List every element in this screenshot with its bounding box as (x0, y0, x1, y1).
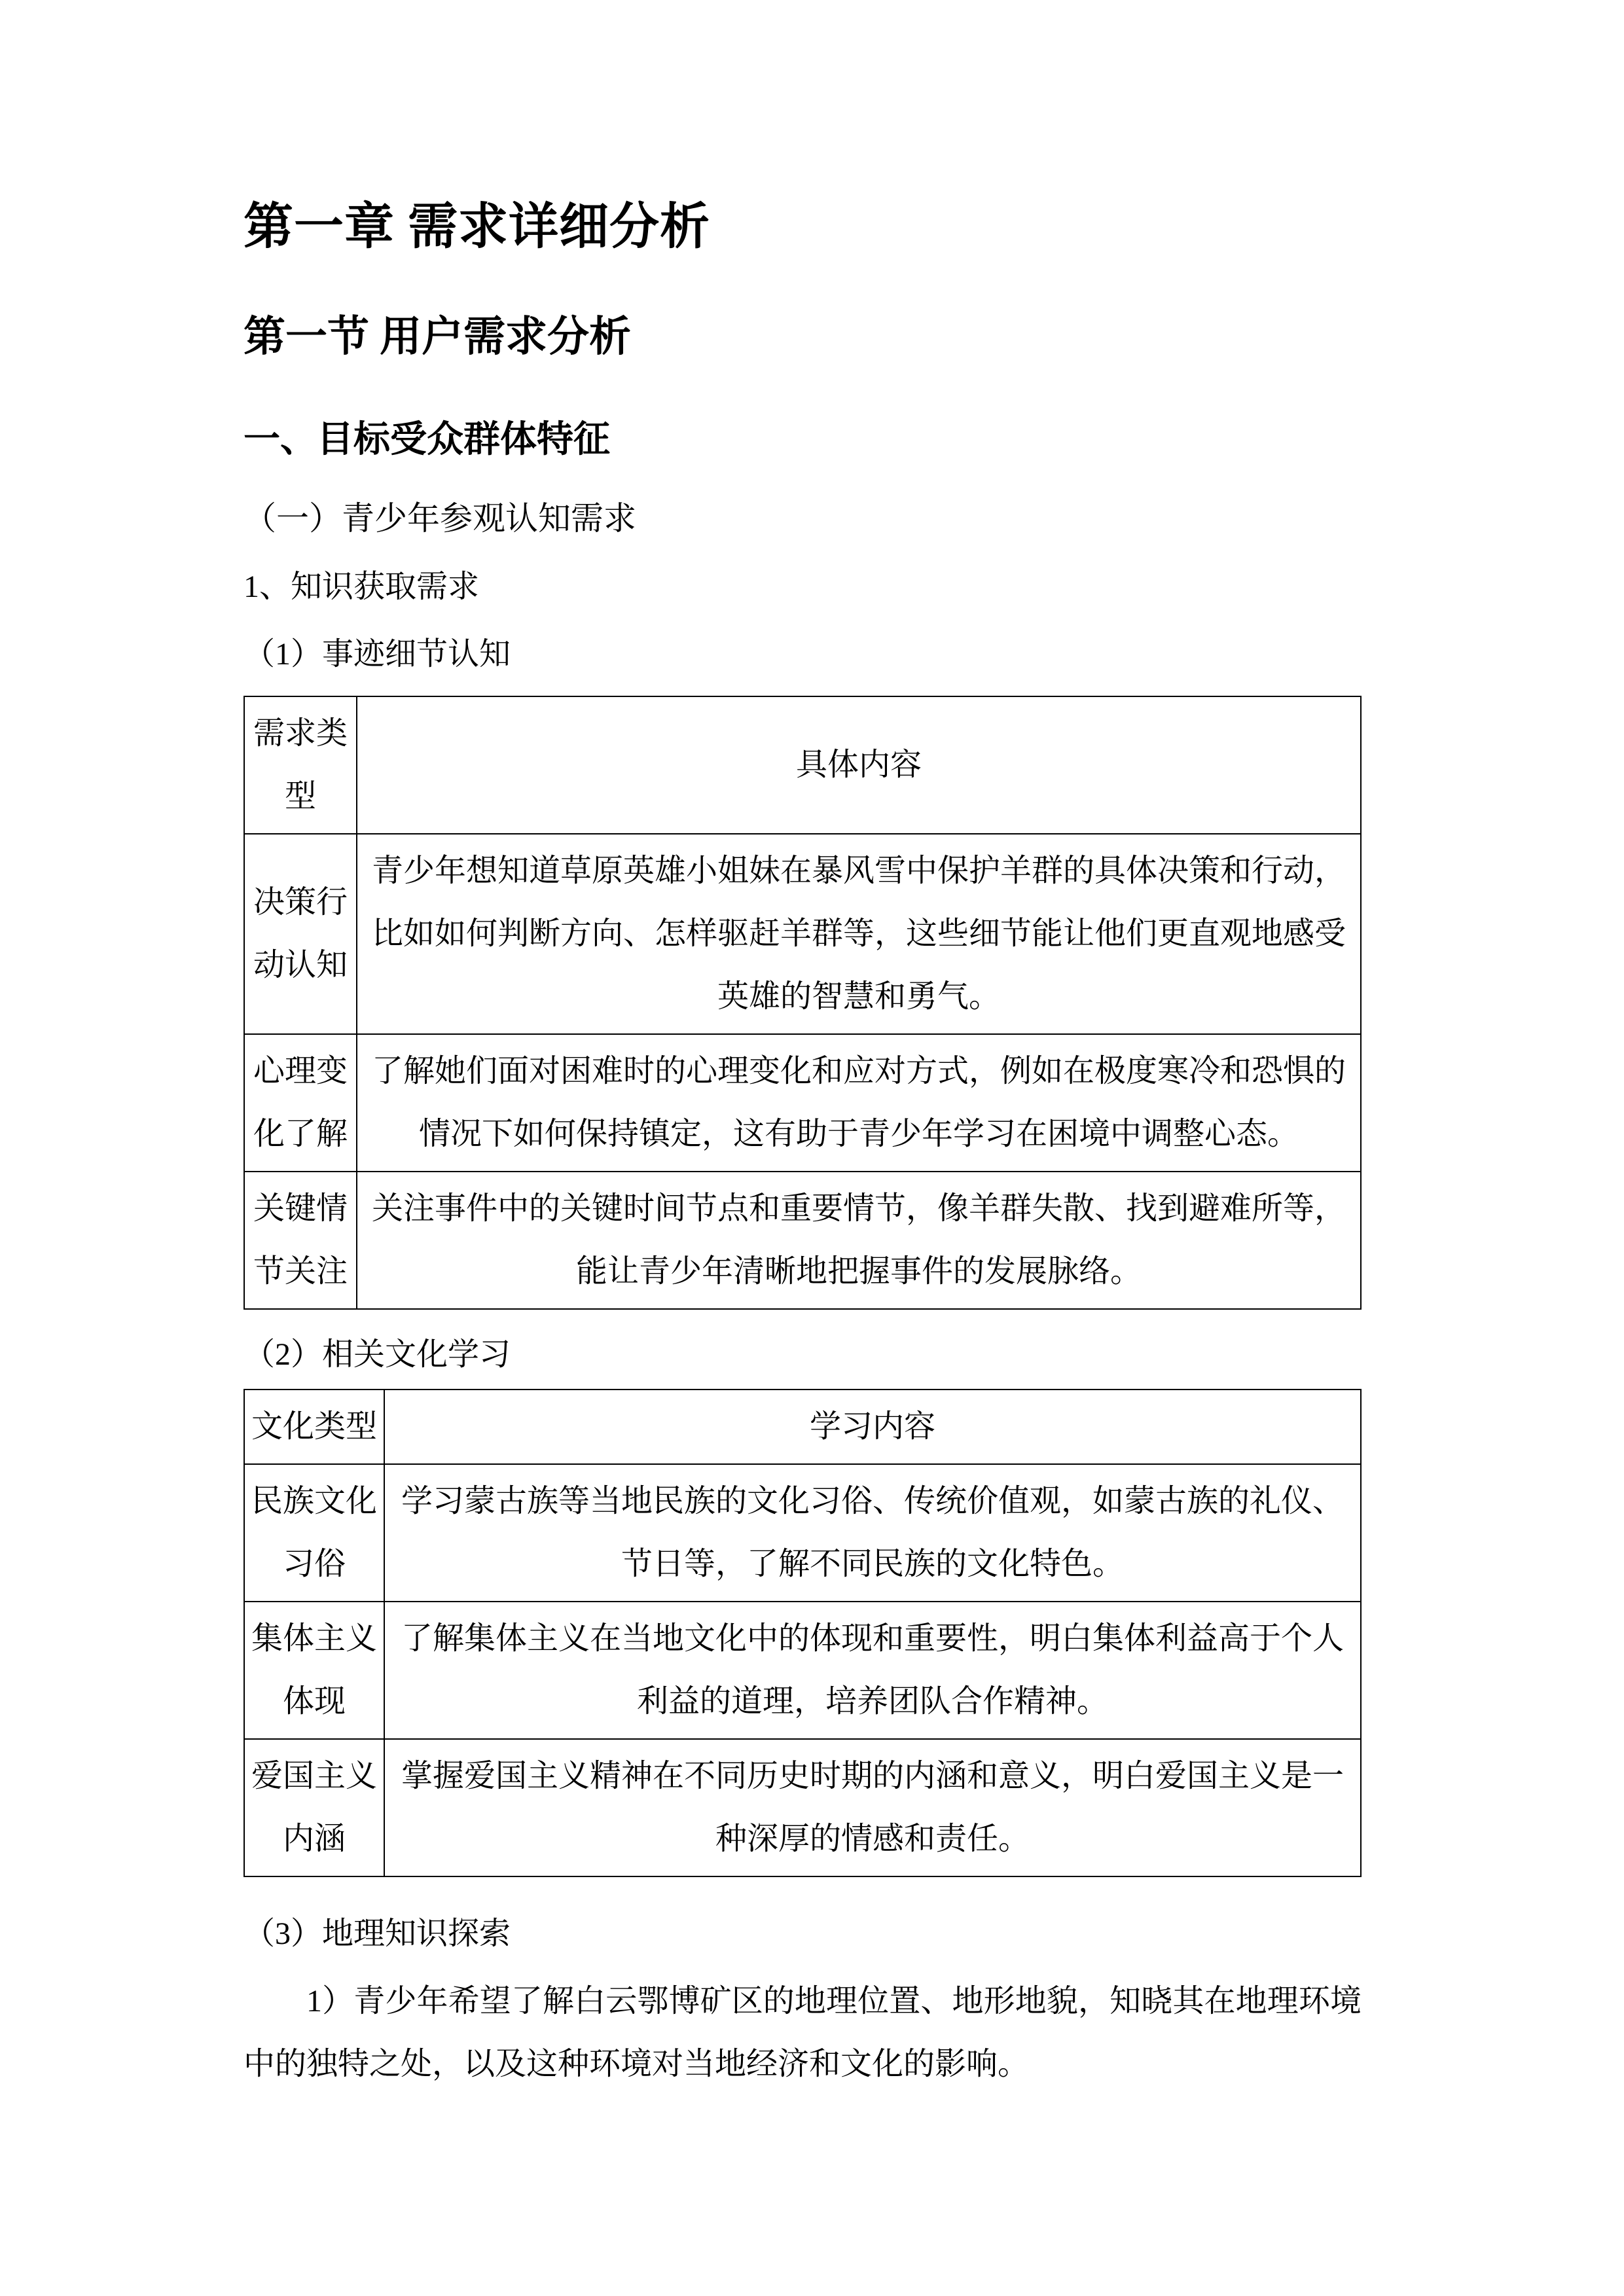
table-cell-culture-type: 民族文化习俗 (244, 1464, 384, 1602)
subsection-title: 一、目标受众群体特征 (244, 419, 610, 460)
list-item-culture-learning: （2）相关文化学习 (244, 1336, 511, 1372)
table-row (244, 1172, 1361, 1309)
document-content (244, 200, 1362, 2096)
table-row (244, 696, 1361, 834)
list-item-deed-details: （1）事迹细节认知 (244, 637, 511, 672)
table-culture (244, 1389, 1362, 1877)
table-cell-need-content: 了解她们面对困难时的心理变化和应对方式，例如在极度寒冷和恐惧的情况下如何保持镇定，这有助于青少年学习在困境中调整心态。 (357, 1034, 1361, 1172)
table-cell-culture-content: 掌握爱国主义精神在不同历史时期的内涵和意义，明白爱国主义是一种深厚的情感和责任。 (384, 1739, 1361, 1876)
table-cell-culture-type: 爱国主义内涵 (244, 1739, 384, 1876)
table-row (244, 1464, 1361, 1602)
list-item-audience-needs: （一）青少年参观认知需求 (244, 499, 636, 537)
table-row (244, 1390, 1361, 1464)
table-cell-culture-content: 了解集体主义在当地文化中的体现和重要性，明白集体利益高于个人利益的道理，培养团队合作精神。 (384, 1602, 1361, 1739)
table-cell-need-type: 决策行动认知 (244, 834, 357, 1034)
section-title: 第一节 用户需求分析 (244, 313, 631, 360)
table-cell-need-content: 关注事件中的关键时间节点和重要情节，像羊群失散、找到避难所等，能让青少年清晰地把握事件的发展脉络。 (357, 1172, 1361, 1309)
table-row (244, 1602, 1361, 1739)
table-header-content: 具体内容 (357, 696, 1361, 834)
table-row (244, 1034, 1361, 1172)
list-item-knowledge-needs: 1、知识获取需求 (244, 569, 480, 604)
table-cell-need-type: 关键情节关注 (244, 1172, 357, 1309)
table-cell-culture-content: 学习蒙古族等当地民族的文化习俗、传统价值观，如蒙古族的礼仪、节日等，了解不同民族的文化特色。 (384, 1464, 1361, 1602)
table-header-need-type: 需求类型 (244, 696, 357, 834)
list-item-geography-exploration: （3）地理知识探索 (244, 1916, 511, 1952)
table-cell-culture-type: 集体主义体现 (244, 1602, 384, 1739)
table-needs (244, 696, 1362, 1310)
table-header-culture-type: 文化类型 (244, 1390, 384, 1464)
chapter-title: 第一章 需求详细分析 (244, 200, 710, 255)
table-header-learning-content: 学习内容 (384, 1390, 1361, 1464)
paragraph-geography: 1）青少年希望了解白云鄂博矿区的地理位置、地形地貌，知晓其在地理环境中的独特之处，以及这种环境对当地经济和文化的影响。 (244, 1983, 1362, 2081)
table-row (244, 1739, 1361, 1876)
table-cell-need-type: 心理变化了解 (244, 1034, 357, 1172)
table-cell-need-content: 青少年想知道草原英雄小姐妹在暴风雪中保护羊群的具体决策和行动，比如如何判断方向、怎样驱赶羊群等，这些细节能让他们更直观地感受英雄的智慧和勇气。 (357, 834, 1361, 1034)
table-row (244, 834, 1361, 1034)
